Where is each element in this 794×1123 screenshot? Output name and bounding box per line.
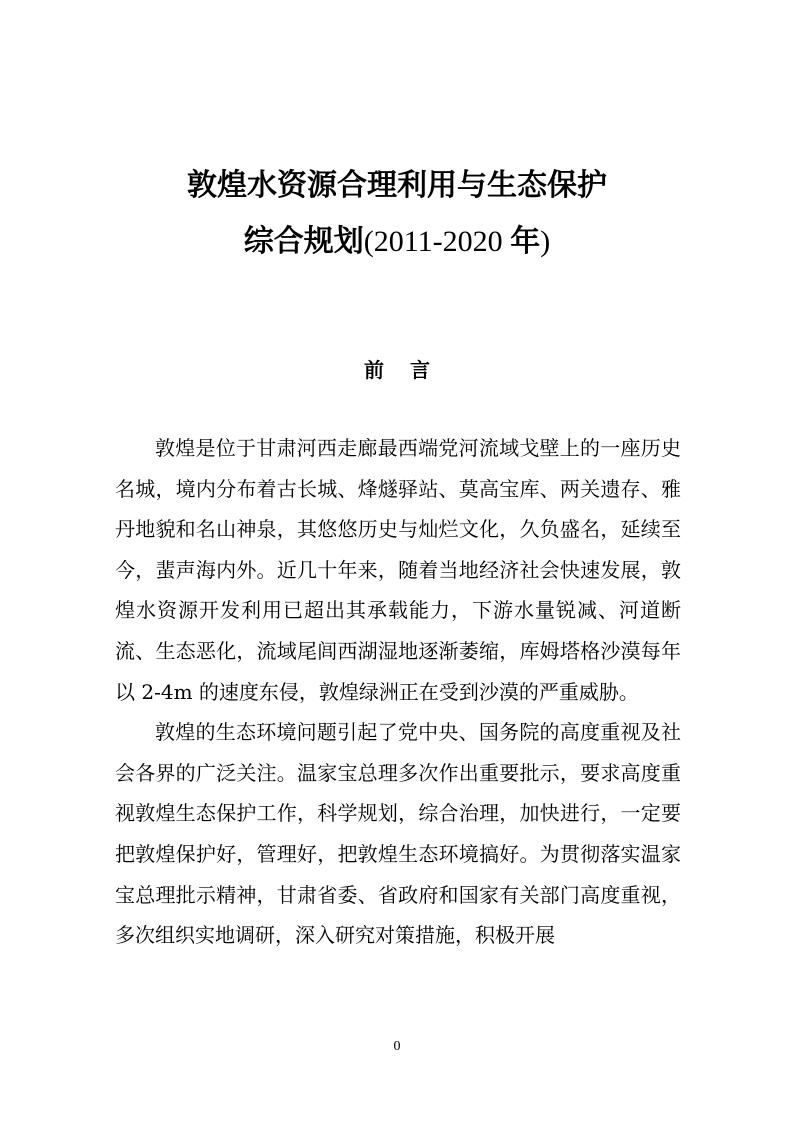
paragraph: 敦煌是位于甘肃河西走廊最西端党河流域戈壁上的一座历史名城，境内分布着古长城、烽燧驿站、莫高宝库、两关遗存、雅丹地貌和名山神泉，其悠悠历史与灿烂文化，久负盛名，延续至今，蜚声海内外。近几十年来，随着当地经济社会快速发展，敦煌水资源开发利用已超出其承载能力，下游水量锐减、河道断流、生态恶化，流域尾闾西湖湿地逐渐萎缩，库姆塔格沙漠每年以 2-4m 的速度东侵，敦煌绿洲正在受到沙漠的严重威胁。 bbox=[115, 436, 681, 704]
page-number: 0 bbox=[393, 1039, 401, 1054]
title-paren-open: ( bbox=[363, 225, 374, 258]
title-line-2 bbox=[0, 214, 794, 270]
title-nian: 年 bbox=[510, 224, 541, 259]
body-text bbox=[115, 428, 681, 956]
section-heading: 前言 bbox=[364, 358, 456, 382]
title-line-1: 敦煌水资源合理利用与生态保护 bbox=[187, 168, 607, 203]
title-years: 2011-2020 bbox=[373, 225, 511, 258]
title-paren-close: ) bbox=[540, 225, 551, 258]
paragraph: 敦煌的生态环境问题引起了党中央、国务院的高度重视及社会各界的广泛关注。温家宝总理多次作出重要批示，要求高度重视敦煌生态保护工作，科学规划，综合治理，加快进行，一定要把敦煌保护好，管理好，把敦煌生态环境搞好。为贯彻落实温家宝总理批示精神，甘肃省委、省政府和国家有关部门高度重视，多次组织实地调研，深入研究对策措施，积极开展 bbox=[115, 720, 681, 948]
title-line-2-main: 综合规划 bbox=[243, 224, 364, 259]
document-title bbox=[0, 158, 794, 270]
